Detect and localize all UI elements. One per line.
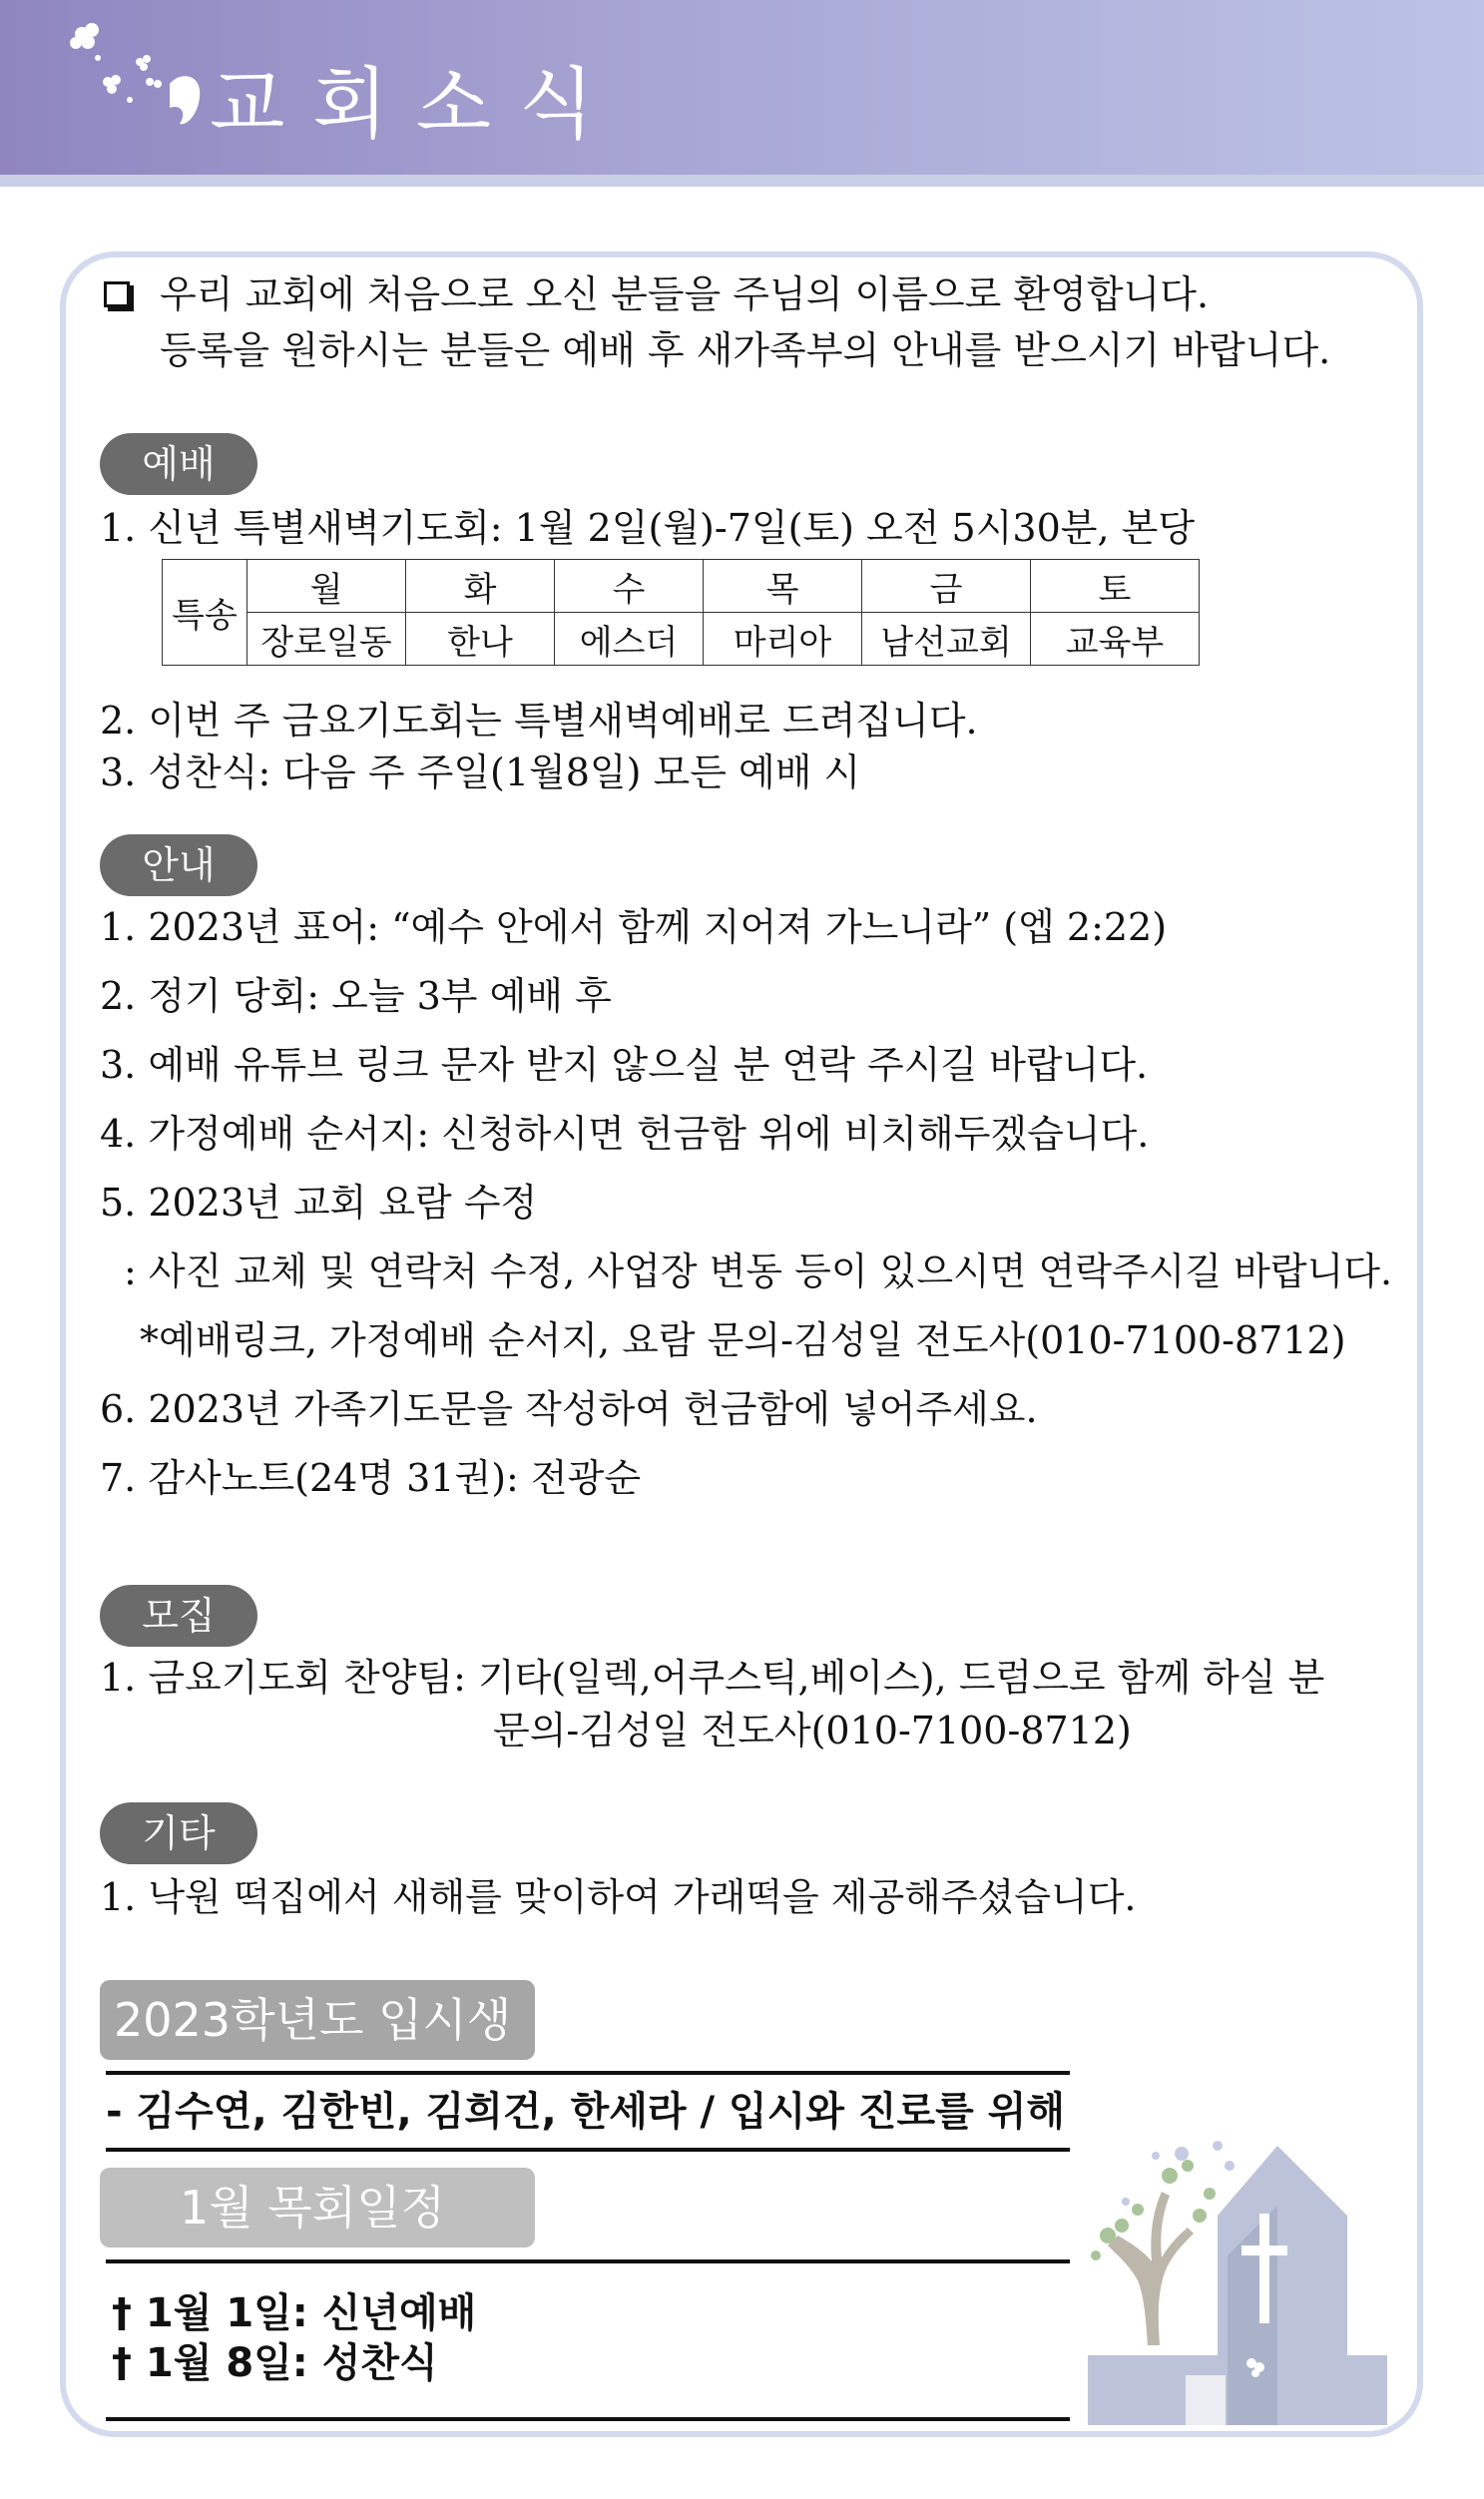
worship-item-2: 2. 이번 주 금요기도회는 특별새벽예배로 드려집니다. [100,699,978,743]
section-label-notice: 안내 [100,834,257,896]
section-label-worship: 예배 [100,433,257,495]
recruit-line-2: 문의-김성일 전도사(010-7100-8712) [493,1709,1132,1752]
table-cell: 마리아 [704,613,862,666]
exam-title-bar: 2023학년도 입시생 [100,1980,535,2060]
table-cell: 에스더 [555,613,704,666]
notice-item: 5. 2023년 교회 요람 수정 [100,1181,538,1225]
notice-item-detail: : 사진 교체 및 연락처 수정, 사업장 변동 등이 있으시면 연락주시길 바랍니다. [124,1250,1393,1293]
pastoral-title-bar: 1월 목회일정 [100,2168,535,2248]
notice-item: 2. 정기 당회: 오늘 3부 예배 후 [100,974,612,1018]
table-row-label: 특송 [163,560,247,666]
checkbox-square-icon [104,281,130,307]
table-day-thu: 목 [704,560,862,613]
notice-item: 7. 감사노트(24명 31권): 전광순 [100,1456,642,1500]
notice-item: 1. 2023년 표어: “예수 안에서 함께 지어져 가느니라” (엡 2:22) [100,905,1168,949]
table-cell: 교육부 [1031,613,1200,666]
exam-students: - 김수연, 김한빈, 김희건, 한세라 / 입시와 진로를 위해 [106,2089,1066,2135]
table-day-sat: 토 [1031,560,1200,613]
pastoral-item: † 1월 1일: 신년예배 [112,2290,477,2336]
notice-item: 4. 가정예배 순서지: 신청하시면 헌금함 위에 비치해두겠습니다. [100,1112,1150,1156]
notice-item-contact: *예배링크, 가정예배 순서지, 요람 문의-김성일 전도사(010-7100-8712) [140,1318,1346,1362]
notice-item: 3. 예배 유튜브 링크 문자 받지 않으실 분 연락 주시길 바랍니다. [100,1043,1149,1087]
recruit-line-1: 1. 금요기도회 찬양팀: 기타(일렉,어쿠스틱,베이스), 드럼으로 함께 하실 분 [100,1656,1325,1700]
table-cell: 남선교회 [862,613,1031,666]
table-cell: 장로일동 [247,613,406,666]
table-day-wed: 수 [555,560,704,613]
divider [106,2417,1070,2421]
church-tree-illustration-icon [1078,2106,1397,2425]
etc-line-1: 1. 낙원 떡집에서 새해를 맞이하여 가래떡을 제공해주셨습니다. [100,1875,1137,1919]
divider [106,2148,1070,2152]
table-day-fri: 금 [862,560,1031,613]
divider [106,2071,1070,2075]
special-song-table [162,559,1200,666]
page-title: 교회소식 [210,60,623,150]
worship-item-3: 3. 성찬식: 다음 주 주일(1월8일) 모든 예배 시 [100,750,861,794]
table-day-mon: 월 [247,560,406,613]
welcome-line-2: 등록을 원하시는 분들은 예배 후 새가족부의 안내를 받으시기 바랍니다. [160,328,1331,372]
pastoral-item: † 1월 8일: 성찬식 [112,2340,438,2386]
notice-item: 6. 2023년 가족기도문을 작성하여 헌금함에 넣어주세요. [100,1387,1038,1431]
section-label-recruit: 모집 [100,1585,257,1647]
welcome-line-1: 우리 교회에 처음으로 오신 분들을 주님의 이름으로 환영합니다. [160,272,1210,316]
table-day-tue: 화 [406,560,555,613]
worship-item-1: 1. 신년 특별새벽기도회: 1월 2일(월)-7일(토) 오전 5시30분, 본당 [100,506,1196,550]
divider [106,2259,1070,2263]
flower-decoration-icon [30,12,210,132]
section-label-etc: 기타 [100,1802,257,1864]
header-underline [0,175,1484,187]
table-cell: 한나 [406,613,555,666]
